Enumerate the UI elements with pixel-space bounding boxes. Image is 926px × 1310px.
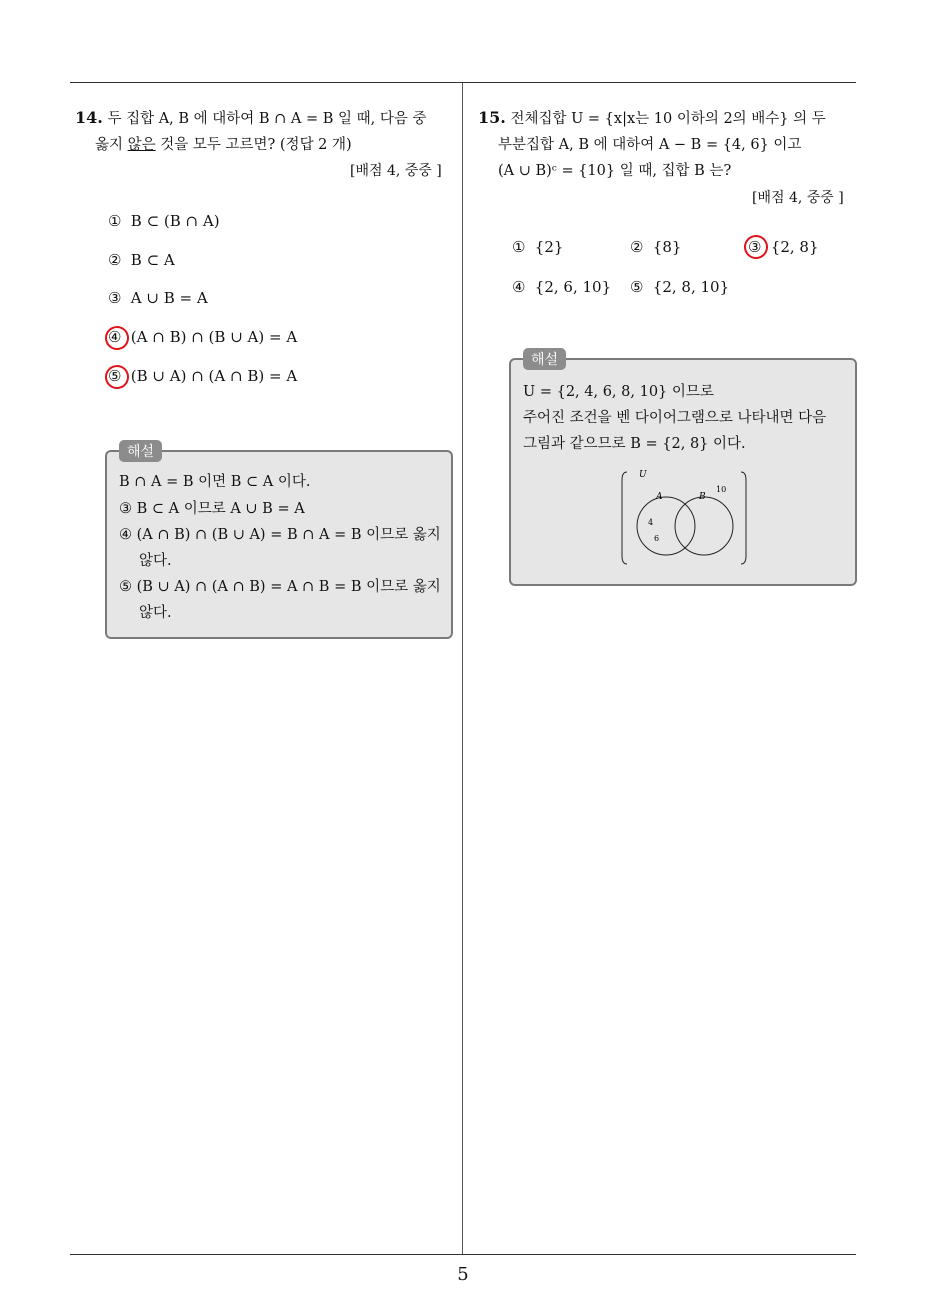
outside-value: 10 bbox=[716, 485, 727, 494]
top-rule bbox=[70, 82, 856, 83]
q15-choice-4[interactable]: ④ {2, 6, 10} bbox=[512, 278, 612, 296]
venn-diagram bbox=[619, 468, 749, 568]
solution-line: ③ B ⊂ A 이므로 A ∪ B = A bbox=[119, 501, 305, 517]
set-a-label: A bbox=[656, 492, 663, 502]
page-number: 5 bbox=[457, 1264, 469, 1285]
question-14-line1: 14. 두 집합 A, B 에 대하여 B ∩ A = B 일 때, 다음 중 bbox=[75, 108, 427, 127]
q14-choice-3[interactable]: ③ A ∪ B = A bbox=[108, 289, 208, 307]
solution-line: 않다. bbox=[139, 605, 172, 621]
universe-label: U bbox=[639, 470, 647, 480]
q14-choice-5[interactable]: ⑤ (B ∪ A) ∩ (A ∩ B) = A bbox=[108, 367, 298, 385]
solution-title: 해설 bbox=[523, 348, 566, 370]
solution-line: ⑤ (B ∪ A) ∩ (A ∩ B) = A ∩ B = B 이므로 옳지 bbox=[119, 579, 441, 595]
question-15-line2: 부분집합 A, B 에 대하여 A − B = {4, 6} 이고 bbox=[498, 137, 802, 153]
column-divider bbox=[462, 83, 463, 1254]
set-b-circle bbox=[675, 497, 733, 555]
question-14-points: [배점 4, 중중 ] bbox=[350, 163, 442, 179]
solution-line: 그림과 같으므로 B = {2, 8} 이다. bbox=[523, 436, 746, 452]
solution-title: 해설 bbox=[119, 440, 162, 462]
selected-answer-circle bbox=[741, 232, 772, 263]
universe-right-bracket bbox=[741, 472, 746, 564]
q15-choice-3[interactable]: ③ {2, 8} bbox=[748, 238, 819, 256]
q15-choice-2[interactable]: ② {8} bbox=[630, 238, 682, 256]
q14-choice-1[interactable]: ① B ⊂ (B ∩ A) bbox=[108, 212, 220, 230]
universe-left-bracket bbox=[622, 472, 627, 564]
emphasis-underline: 않은 bbox=[127, 137, 156, 153]
question-14 bbox=[75, 105, 460, 158]
solution-line: ④ (A ∩ B) ∩ (B ∪ A) = B ∩ A = B 이므로 옳지 bbox=[119, 527, 441, 543]
bottom-rule bbox=[70, 1254, 856, 1255]
question-15-number: 15. bbox=[478, 108, 506, 127]
question-15-line1: 15. 전체집합 U = {x|x는 10 이하의 2의 배수} 의 두 bbox=[478, 108, 826, 127]
set-a-circle bbox=[637, 497, 695, 555]
q14-choice-4[interactable]: ④ (A ∩ B) ∩ (B ∪ A) = A bbox=[108, 328, 298, 346]
a-only-value: 6 bbox=[654, 534, 660, 543]
question-14-number: 14. bbox=[75, 108, 103, 127]
a-only-value: 4 bbox=[648, 518, 654, 527]
set-b-label: B bbox=[699, 492, 706, 502]
solution-line: 주어진 조건을 벤 다이어그램으로 나타내면 다음 bbox=[523, 410, 827, 426]
q15-choice-1[interactable]: ① {2} bbox=[512, 238, 564, 256]
solution-line: B ∩ A = B 이면 B ⊂ A 이다. bbox=[119, 474, 311, 490]
q15-solution-box bbox=[509, 352, 857, 586]
question-14-line2: 옳지 않은 것을 모두 고르면? (정답 2 개) bbox=[95, 137, 352, 153]
question-15-line3: (A ∪ B)ᶜ = {10} 일 때, 집합 B 는? bbox=[498, 163, 732, 179]
q15-choice-5[interactable]: ⑤ {2, 8, 10} bbox=[630, 278, 730, 296]
solution-line: 않다. bbox=[139, 553, 172, 569]
question-15-points: [배점 4, 중중 ] bbox=[752, 190, 844, 206]
q14-choice-2[interactable]: ② B ⊂ A bbox=[108, 251, 175, 269]
solution-line: U = {2, 4, 6, 8, 10} 이므로 bbox=[523, 384, 714, 400]
q14-solution-box bbox=[105, 444, 453, 639]
question-15 bbox=[478, 105, 860, 184]
